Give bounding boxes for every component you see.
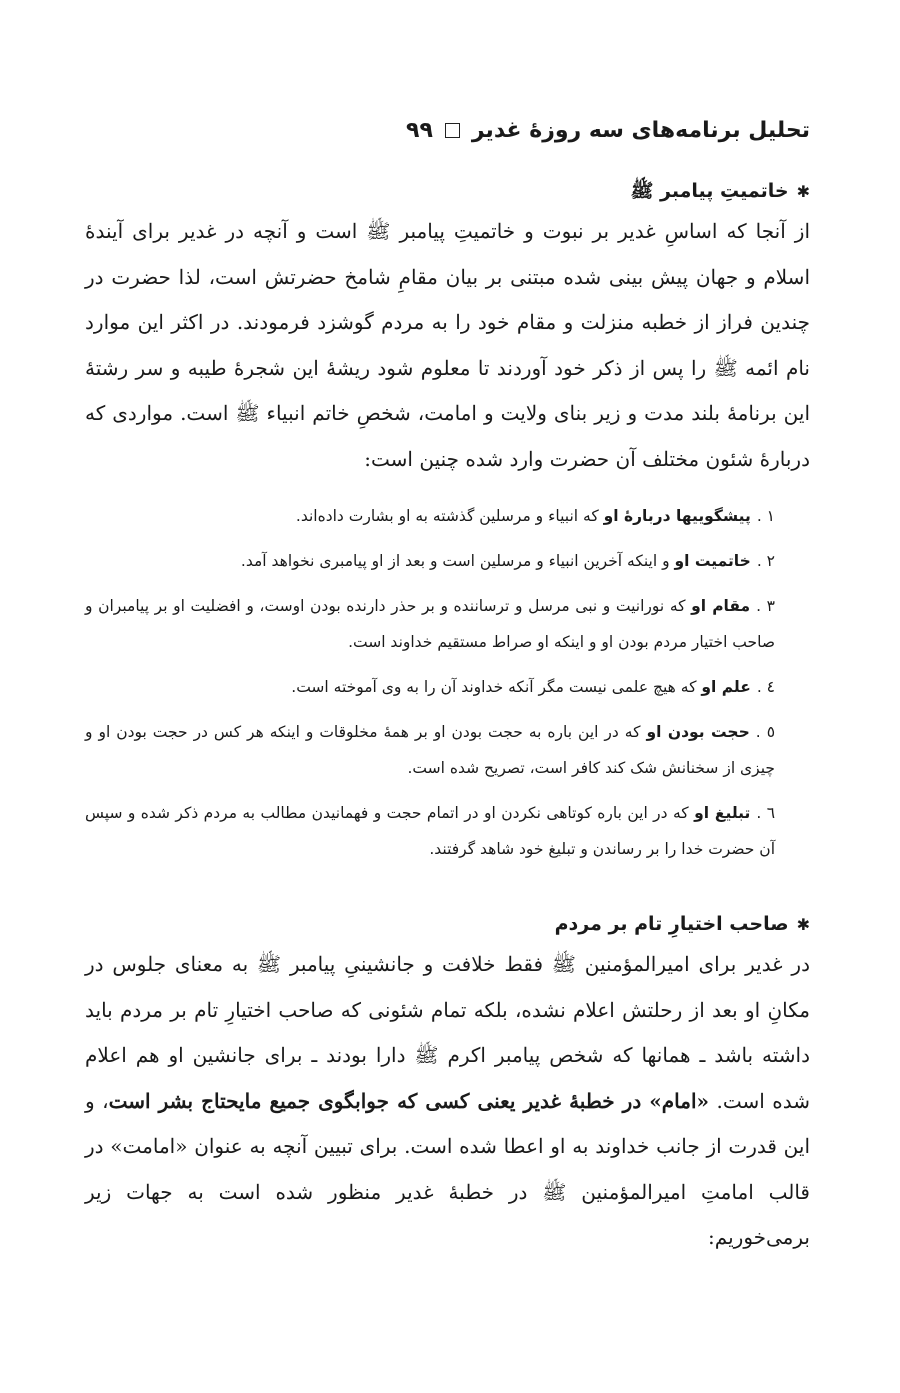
item-heading: پیشگوییها دربارهٔ او [603, 507, 751, 525]
paragraph-text: ، و این قدرت از جانب خداوند به او اعطا شده است. برای تبیین آنچه به عنوان «امامت» در قالب امامتِ امیرالمؤمنین ﷺ در خطبهٔ غدیر منظور شده است به جهات زیر برمی‌خوریم: [85, 1088, 810, 1249]
list-item [85, 498, 775, 534]
item-text: که نورانیت و نبی مرسل و ترساننده و بر حذر دارنده بودن اوست، و افضلیت او بر پیامبران و صاحب اختیار مردم بودن او و اینکه او صراط مستقیم خداوند است. [85, 597, 775, 651]
section2-paragraph [85, 942, 810, 1261]
list-item [85, 714, 775, 786]
list-item [85, 543, 775, 579]
item-number: ٤ . [756, 678, 775, 696]
running-head [85, 108, 810, 152]
running-head-title: تحلیل برنامه‌های سه روزهٔ غدیر [471, 117, 810, 143]
points-list [85, 498, 810, 867]
item-text: که انبیاء و مرسلین گذشته به او بشارت داده‌اند. [295, 507, 604, 525]
paragraph-emphasis: «امام» در خطبهٔ غدیر یعنی کسی که جوابگوی جمیع مایحتاج بشر است [108, 1088, 710, 1113]
list-item [85, 669, 775, 705]
separator-square-icon [445, 123, 460, 138]
item-heading: علم او [701, 678, 751, 696]
book-page [85, 108, 810, 1353]
list-item [85, 588, 775, 660]
paragraph-text: در غدیر برای امیرالمؤمنین ﷺ فقط خلافت و جانشینیِ پیامبر ﷺ به معنای جلوس در مکانِ او بعد از رحلتش اعلام نشده، بلکه تمام شئونی که صاحب اختیارِ تام بر مردم باید داشته باشد ـ همانها که شخص پیامبر اکرم ﷺ دارا بودند ـ برای جانشین او هم اعلام شده است. [85, 952, 810, 1113]
item-heading: مقام او [691, 597, 751, 615]
item-heading: حجت بودن او [646, 723, 750, 741]
item-heading: خاتمیت او [674, 552, 751, 570]
item-text: که در این باره کوتاهی نکردن او در اتمام حجت و فهمانیدن مطالب به مردم ذکر شده و سپس آن حضرت خدا را بر رساندن و تبلیغ خود شاهد گرفتند. [85, 804, 775, 858]
section-title-text: صاحب اختیارِ تام بر مردم [554, 913, 789, 935]
item-text: که هیچ علمی نیست مگر آنکه خداوند آن را به وی آموخته است. [291, 678, 702, 696]
item-text: که در این باره به حجت بودن او بر همهٔ مخلوقات و اینکه هر کس در حجت بودن او و چیزی از سخنانش شک کند کافر است، تصریح شده است. [85, 723, 775, 777]
page-number: ۹۹ [406, 117, 433, 143]
item-number: ۳ . [756, 597, 775, 615]
section1-paragraph: از آنجا که اساسِ غدیر بر نبوت و خاتمیتِ پیامبر ﷺ است و آنچه در غدیر برای آیندهٔ اسلام و جهان پیش بینی شده مبتنی بر بیان مقامِ شامخ حضرتش است، لذا حضرت در چندین فراز از خطبه منزلت و مقام خود را به مردم گوشزد فرمودند. در اکثر این موارد نام ائمه ﷺ را پس از ذکر خود آوردند تا معلوم شود ریشهٔ این شجرهٔ طیبه و سر رشتهٔ این برنامهٔ بلند مدت و زیر بنای ولایت و امامت، شخصِ خاتم انبیاء ﷺ است. مواردی که دربارهٔ شئون مختلف آن حضرت وارد شده چنین است: [85, 219, 810, 471]
item-number: ٥ . [755, 723, 776, 741]
item-number: ۱ . [756, 507, 775, 525]
asterisk-icon: ✱ [796, 915, 810, 934]
item-number: ۲ . [756, 552, 775, 570]
section-title-text: خاتمیتِ پیامبر ﷺ [630, 180, 789, 202]
item-heading: تبلیغ او [694, 804, 751, 822]
section-title-khatamiyat [85, 174, 810, 209]
asterisk-icon: ✱ [796, 182, 810, 201]
item-number: ٦ . [756, 804, 776, 822]
list-item [85, 795, 775, 867]
section-title-sahib-ikhtiyar [85, 907, 810, 942]
item-text: و اینکه آخرین انبیاء و مرسلین است و بعد از او پیامبری نخواهد آمد. [240, 552, 675, 570]
